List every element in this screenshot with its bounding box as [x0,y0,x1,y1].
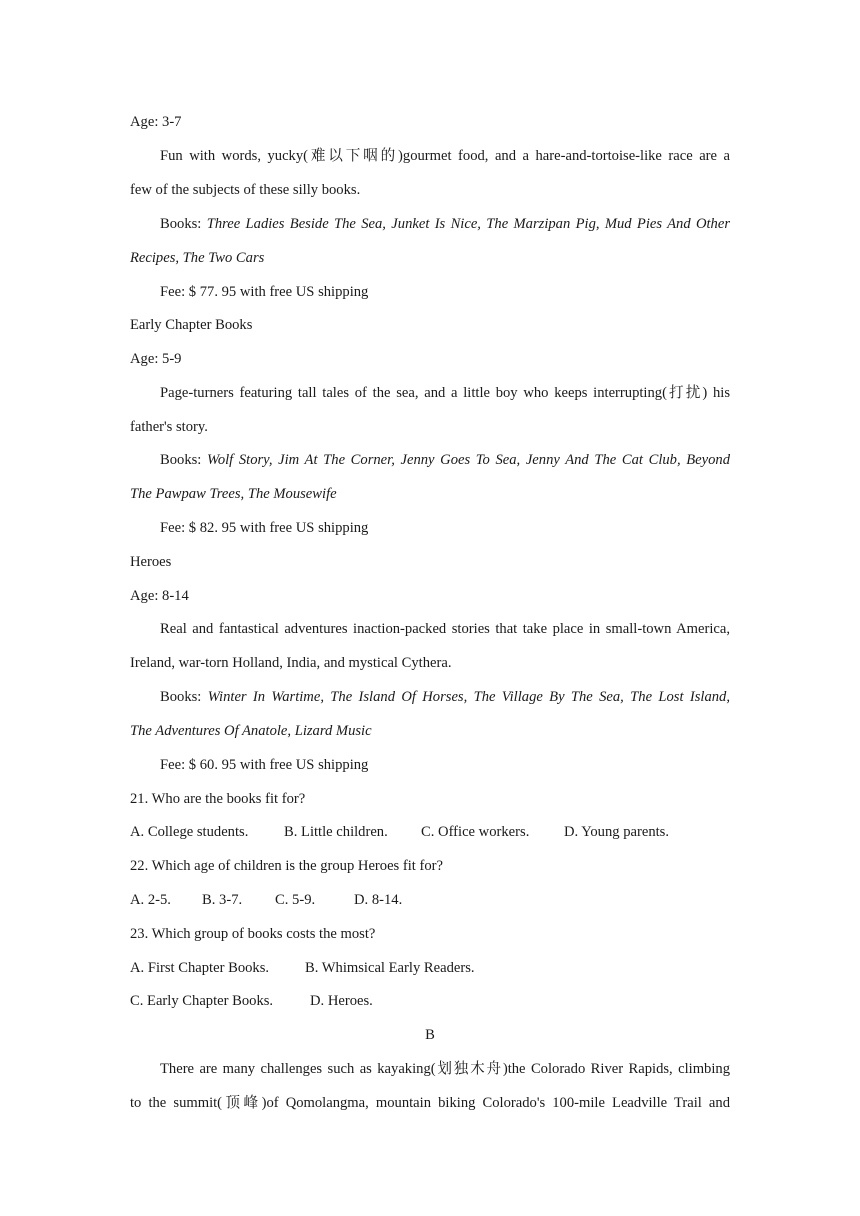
option-a: A. 2-5. [130,892,171,908]
age-line: Age: 8-14 [130,588,189,604]
part-b-heading: B [425,1027,435,1043]
question-21-options [130,822,730,842]
option-c: C. Office workers. [421,824,530,840]
books-label: Books: [160,216,207,232]
books-line [160,450,730,470]
section-title: Early Chapter Books [130,317,253,333]
description-line: Fun with words, yucky(难以下咽的)gourmet food, and a hare-and-tortoise-like race are a [160,148,730,164]
question-22-options [130,890,730,910]
age-line: Age: 5-9 [130,351,182,367]
option-c: C. Early Chapter Books. [130,993,274,1009]
question-23: 23. Which group of books costs the most? [130,926,376,942]
age-line: Age: 3-7 [130,114,182,130]
option-b: B. Little children. [284,824,388,840]
option-b: B. Whimsical Early Readers. [305,960,475,976]
books-label: Books: [160,689,208,705]
fee-line: Fee: $ 60. 95 with free US shipping [160,757,369,773]
question-21: 21. Who are the books fit for? [130,791,306,807]
passage-line: There are many challenges such as kayaking(划独木舟)the Colorado River Rapids, climbing [160,1061,730,1077]
question-23-options [130,958,730,978]
question-22: 22. Which age of children is the group Heroes fit for? [130,858,443,874]
option-d: D. Heroes. [310,993,373,1009]
section-title: Heroes [130,554,172,570]
description-line: few of the subjects of these silly books. [130,182,361,198]
description-line: father's story. [130,419,208,435]
book-titles: Wolf Story, Jim At The Corner, Jenny Goes To Sea, Jenny And The Cat Club, Beyond [207,452,730,468]
option-a: A. First Chapter Books. [130,960,270,976]
fee-line: Fee: $ 77. 95 with free US shipping [160,284,369,300]
book-titles: The Pawpaw Trees, The Mousewife [130,486,337,502]
option-a: A. College students. [130,824,249,840]
option-c: C. 5-9. [275,892,316,908]
option-d: D. Young parents. [564,824,669,840]
description-line: Page-turners featuring tall tales of the sea, and a little boy who keeps interrupting(打扰) his [160,385,730,401]
option-b: B. 3-7. [202,892,243,908]
book-titles: Recipes, The Two Cars [130,250,265,266]
fee-line: Fee: $ 82. 95 with free US shipping [160,520,369,536]
description-line: Ireland, war-torn Holland, India, and mystical Cythera. [130,655,452,671]
question-23-options [130,991,730,1011]
description-line: Real and fantastical adventures inaction-packed stories that take place in small-town America, [160,621,730,637]
books-line [160,687,730,707]
books-label: Books: [160,452,207,468]
passage-line: to the summit(顶峰)of Qomolangma, mountain biking Colorado's 100-mile Leadville Trail and [130,1095,730,1111]
option-d: D. 8-14. [354,892,403,908]
book-titles: The Adventures Of Anatole, Lizard Music [130,723,372,739]
book-titles: Winter In Wartime, The Island Of Horses, The Village By The Sea, The Lost Island, [207,689,730,705]
books-line [160,214,730,234]
book-titles: Three Ladies Beside The Sea, Junket Is Nice, The Marzipan Pig, Mud Pies And Other [206,216,730,232]
